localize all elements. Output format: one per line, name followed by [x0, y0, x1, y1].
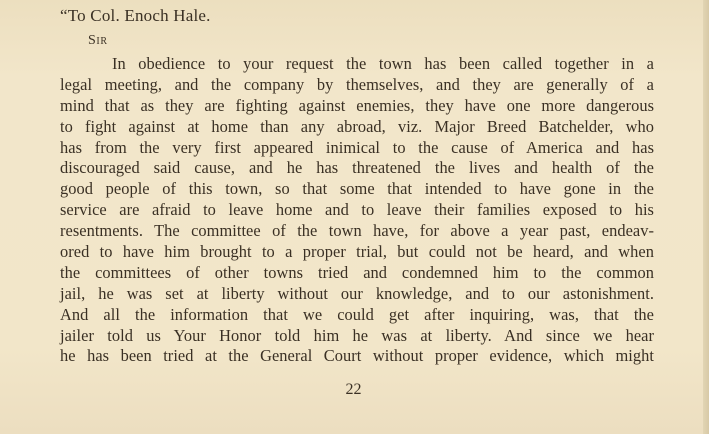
body-line: to fight against at home than any abroad, viz. Major Breed Batchelder, who	[60, 116, 654, 136]
letter-body	[60, 54, 654, 367]
page-number	[0, 381, 709, 399]
body-line: good people of this town, so that some that intended to have gone in the	[60, 179, 654, 199]
body-line: ored to have him brought to a proper trial, but could not be heard, and when	[60, 242, 654, 262]
body-line: has from the very first appeared inimical to the cause of America and has	[60, 137, 654, 157]
body-line: legal meeting, and the company by themselves, and they are generally of a	[60, 74, 654, 94]
letter-greeting: Sir	[88, 33, 108, 48]
page-edge	[703, 0, 709, 434]
body-line: the committees of other towns tried and condemned him to the common	[60, 262, 654, 282]
page-number-label: 22	[345, 381, 362, 398]
body-line: jail, he was set at liberty without our knowledge, and to our astonishment.	[60, 283, 654, 303]
body-line: service are afraid to leave home and to leave their families exposed to his	[60, 200, 654, 220]
body-line: he has been tried at the General Court without proper evidence, which might	[60, 346, 654, 366]
letter-salutation: “To Col. Enoch Hale.	[60, 6, 211, 25]
body-line: And all the information that we could get after inquiring, was, that the	[60, 304, 654, 324]
body-line: In obedience to your request the town has been called together in a	[112, 54, 654, 73]
body-line: discouraged said cause, and he has threatened the lives and health of the	[60, 158, 654, 178]
body-line: jailer told us Your Honor told him he was at liberty. And since we hear	[60, 325, 654, 345]
body-line: mind that as they are fighting against enemies, they have one more dangerous	[60, 95, 654, 115]
body-line: resentments. The committee of the town have, for above a year past, endeav-	[60, 221, 654, 241]
